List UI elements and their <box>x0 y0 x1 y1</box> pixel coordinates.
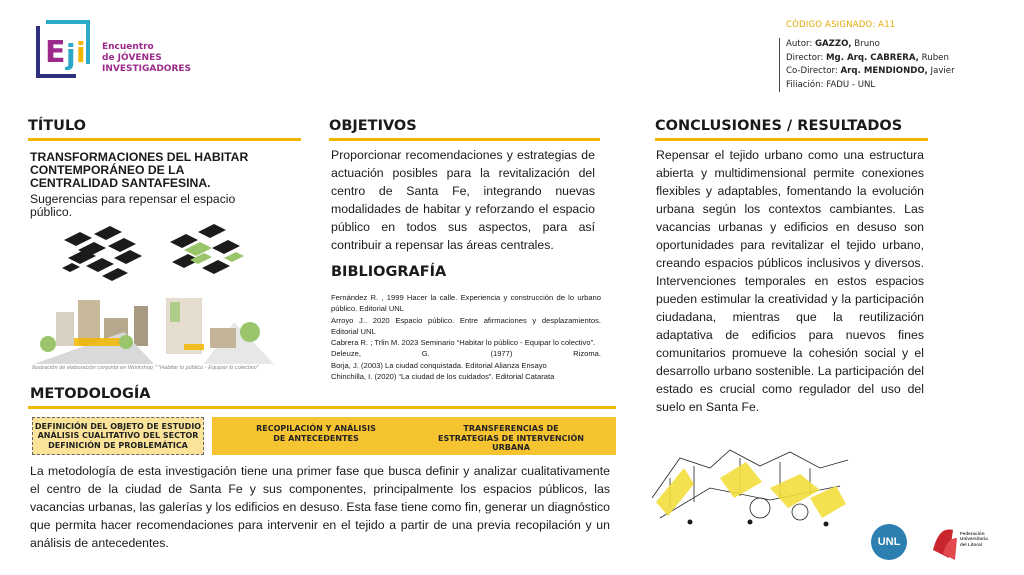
assigned-code: CÓDIGO ASIGNADO: A11 <box>786 20 896 30</box>
green-blocks-illustration <box>160 220 252 284</box>
conclusion-sketch-illustration <box>650 438 850 530</box>
section-heading-metodologia: METODOLOGÍA <box>30 386 151 402</box>
bibliography-list <box>331 292 601 382</box>
svg-text:j: j <box>66 38 76 71</box>
bibliography-item: Chinchilla, I. (2020) “La ciudad de los cuidados”. Editorial Catarata <box>331 372 555 382</box>
author-line: Autor: GAZZO, Bruno <box>786 39 880 49</box>
objetivos-text: Proporcionar recomendaciones y estrategias de actuación posibles para la revitalización del centro de Santa Fe, integrando nuevas modalidades de habitar y reforzando el espacio público en todos sus aspectos, para así contribuir a repensar las áreas centrales. <box>331 148 595 252</box>
affiliation-line: Filiación: FADU - UNL <box>786 79 876 90</box>
logo-line-3: INVESTIGADORES <box>102 64 191 74</box>
metodologia-divider <box>28 406 616 409</box>
codirector-line: Co-Director: Arq. MENDIONDO, Javier <box>786 66 955 76</box>
method-step-1-label: DEFINICIÓN DEL OBJETO DE ESTUDIO ANÁLISIS CUALITATIVO DEL SECTOR DEFINICIÓN DE PROBLEMÁTICA <box>34 421 202 450</box>
logo-wordmark <box>102 42 191 75</box>
urban-blocks-illustration <box>58 220 150 284</box>
bibliography-item: Cabrera R. ; Trlin M. 2023 Seminario “Habitar lo público - Equipar lo colectivo”. <box>331 338 596 348</box>
fed-line-3: del Litoral <box>960 541 982 547</box>
logo-line-1: Encuentro <box>102 42 154 52</box>
method-step-2-label: RECOPILACIÓN Y ANÁLISIS DE ANTECEDENTES <box>256 424 376 443</box>
section-heading-objetivos: OBJETIVOS <box>329 118 600 141</box>
director-line: Director: Mg. Arq. CABRERA, Ruben <box>786 52 949 63</box>
illustration-caption: Ilustración de elaboración conjunta en Workshop " "Habitar lo público - Equipar lo colectivo" <box>32 365 259 371</box>
authors-box <box>779 38 955 92</box>
bibliography-item: Borja, J. (2003) La ciudad conquistada. Editorial Alianza Ensayo <box>331 360 547 370</box>
logo-line-2: de JÓVENES <box>102 53 162 63</box>
bibliography-item: Arroyo J.. 2020 Espacio público. Entre afirmaciones y desplazamientos. Editorial UNL <box>331 315 601 336</box>
method-step-3-label: TRANSFERENCIAS DE ESTRATEGIAS DE INTERVENCIÓN URBANA <box>438 424 584 452</box>
method-step-1 <box>32 417 204 455</box>
fed-line-1: Federación <box>960 531 985 536</box>
metodologia-text: La metodología de esta investigación tiene una primer fase que busca definir y analizar cualitativamente el centro de la ciudad de Santa Fe y sus componentes, principalmente los espacios públicos, las vacancias urbanas, las galerías y los edificios en desuso. Esta fase tiene como fin, generar un diagnóstico que permita hacer recomendaciones para intervenir en el tejido a partir de una previa recopilación y un análisis de antecedentes. <box>30 464 610 550</box>
section-heading-bibliografia: BIBLIOGRAFÍA <box>331 264 447 280</box>
bibliography-item: Fernández R. , 1999 Hacer la calle. Experiencia y construcción de lo urbano público. Editorial UNL <box>331 293 601 314</box>
poster-title: TRANSFORMACIONES DEL HABITAR CONTEMPORÁNEO DE LA CENTRALIDAD SANTAFESINA. <box>30 150 249 190</box>
event-logo <box>30 18 220 86</box>
street-sketch-illustration <box>34 292 274 364</box>
svg-text:i: i <box>76 36 86 69</box>
bibliography-item: Deleuze, G. (1977) Rizoma. <box>331 349 601 359</box>
unl-logo: UNL <box>871 524 907 560</box>
svg-text:E: E <box>45 35 66 70</box>
section-heading-titulo: TÍTULO <box>28 118 301 141</box>
conclusiones-text: Repensar el tejido urbano como una estructura abierta y multidimensional permite conexiones flexibles y adaptables, fomentando la evolución urbana según los contextos cambiantes. Las vacancias urbanas y edificios en desuso son oportunidades para revitalizar el tejido urbano, creando espacios públicos inclusivos y diversos. Intervenciones temporales en estos espacios pueden estimular la creatividad y la participación ciudadana, mientras que la reutilización adaptativa de edificios para nuevos fines comunitarios promueve la cohesión social y el desarrollo urbano sostenible. La participación del estado es crucial como regulador del uso del suelo en Santa Fe. <box>656 148 924 414</box>
eji-logo-icon <box>30 18 92 84</box>
section-heading-conclusiones: CONCLUSIONES / RESULTADOS <box>655 118 928 141</box>
fed-line-2: Universitaria <box>960 536 988 542</box>
method-step-2 <box>212 417 616 455</box>
federacion-wordmark <box>960 531 988 547</box>
poster-subtitle: Sugerencias para repensar el espacio público. <box>30 192 236 219</box>
